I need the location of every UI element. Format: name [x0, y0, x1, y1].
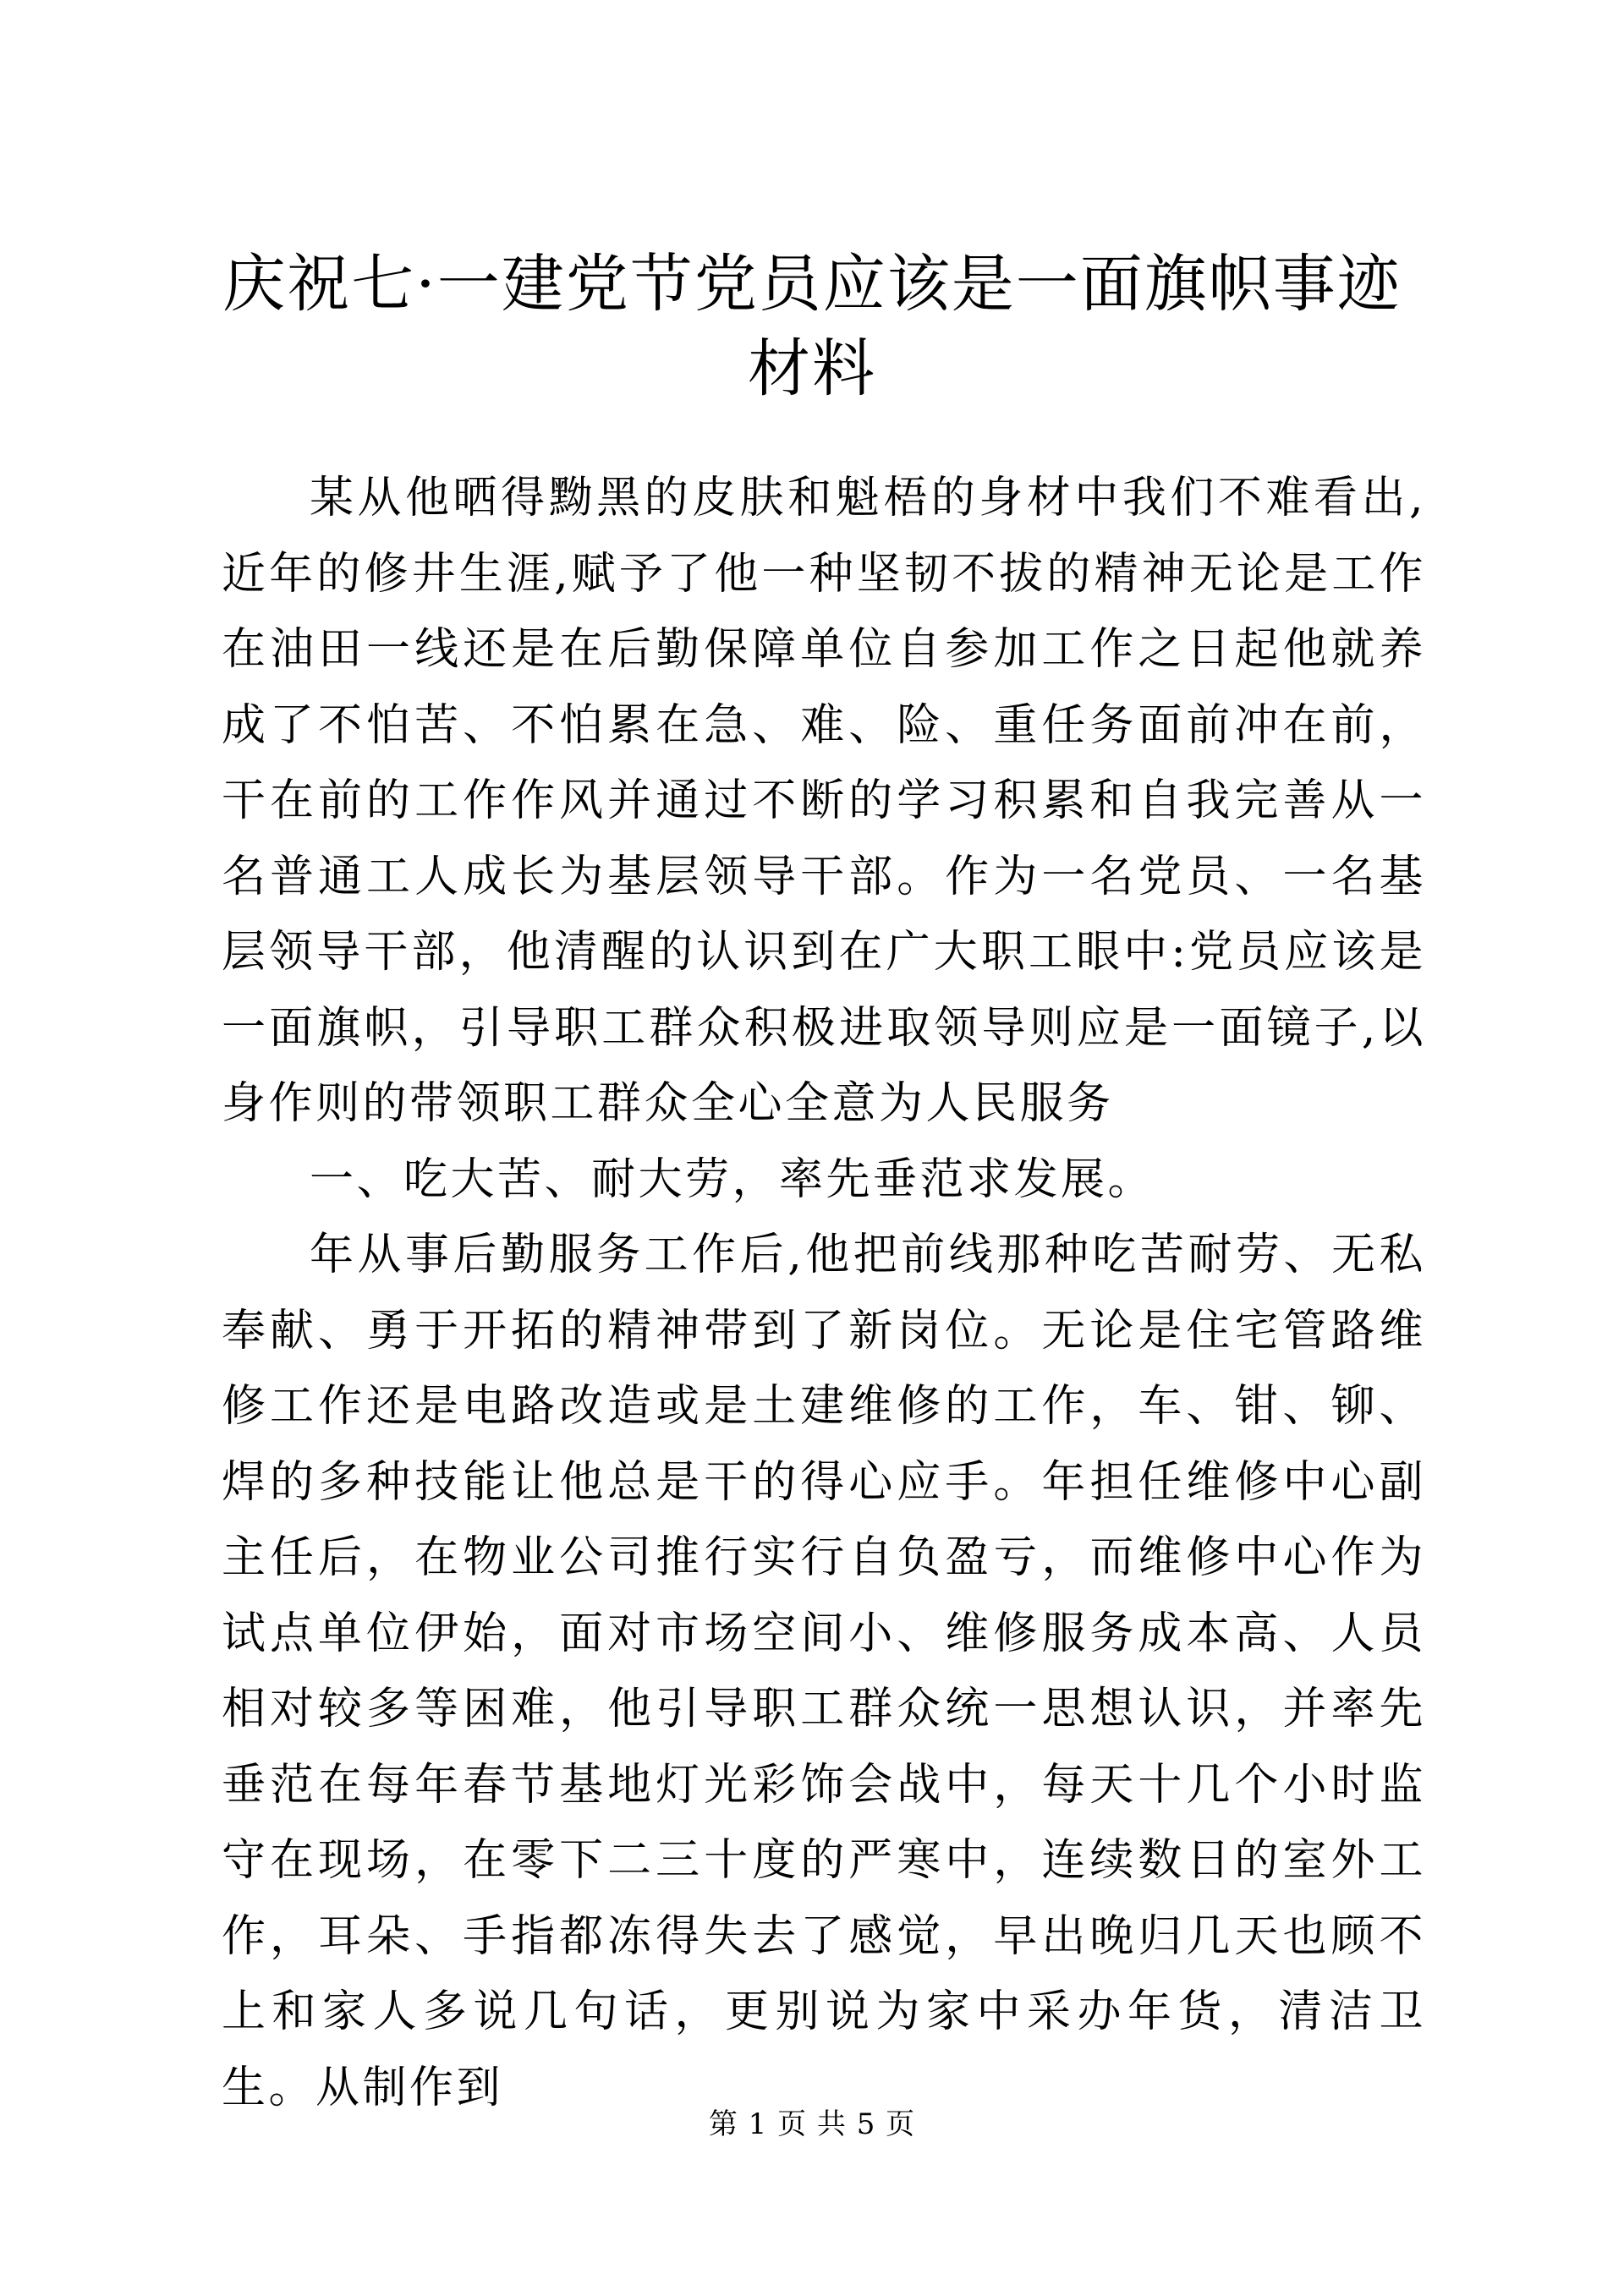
paragraph-section-1: 年从事后勤服务工作后,他把前线那种吃苦耐劳、无私奉献、勇于开拓的精神带到了新岗位。无论是住宅管路维修工作还是电路改造或是土建维修的工作，车、钳、铆、焊的多种技能让他总是干的得心应手。年担任维修中心副主任后，在物业公司推行实行自负盈亏，而维修中心作为试点单位伊始，面对市场空间小、维修服务成本高、人员相对较多等困难，他引导职工群众统一思想认识，并率先垂范在每年春节基地灯光彩饰会战中，每天十几个小时监守在现场，在零下二三十度的严寒中，连续数日的室外工作，耳朵、手指都冻得失去了感觉，早出晚归几天也顾不上和家人多说几句话，更别说为家中采办年货，清洁卫生。从制作到	[222, 1230, 1426, 2113]
page-footer: 第 1 页 共 5 页	[708, 2107, 916, 2141]
document-title: 庆祝七·一建党节党员应该是一面旗帜事迹材料	[222, 248, 1402, 405]
section-heading-1: 一、吃大苦、耐大劳，率先垂范求发展。	[310, 1153, 1155, 1205]
document-body	[222, 461, 1426, 2126]
paragraph-intro: 某从他晒得黝黑的皮肤和魁梧的身材中我们不难看出,近年的修井生涯,赋予了他一种坚韧不拔的精神无论是工作在油田一线还是在后勤保障单位自参加工作之日起他就养成了不怕苦、不怕累在急、难、险、重任务面前冲在前，干在前的工作作风并通过不断的学习积累和自我完善从一名普通工人成长为基层领导干部。作为一名党员、一名基层领导干部，他清醒的认识到在广大职工眼中:党员应该是一面旗帜，引导职工群众积极进取领导则应是一面镜子,以身作则的带领职工群众全心全意为人民服务	[222, 473, 1426, 1129]
